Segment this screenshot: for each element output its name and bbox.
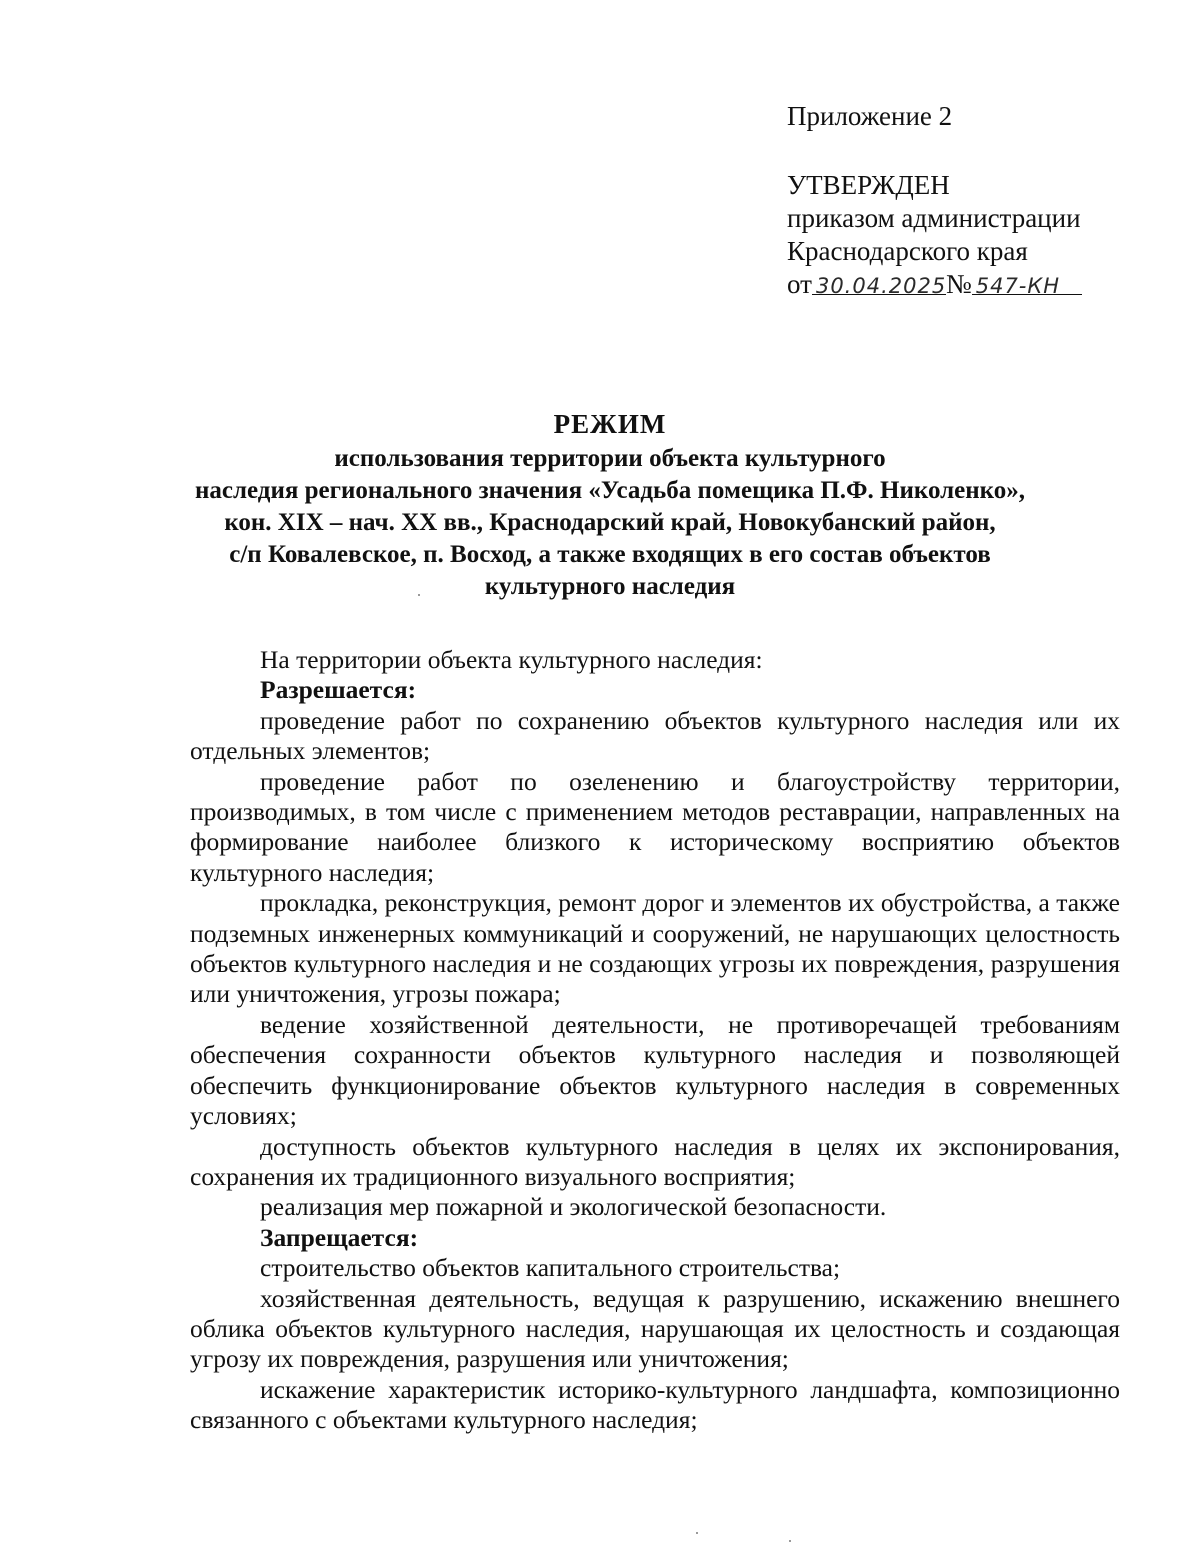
date-field [812,268,947,298]
document-heading [160,408,1060,603]
heading-line-2: наследия регионального значения «Усадьба помещика П.Ф. Николенко», [195,477,1025,504]
forbidden-item: искажение характеристик историко-культурного ландшафта, композиционно связанного с объектами культурного наследия; [190,1374,1120,1435]
allowed-item: ведение хозяйственной деятельности, не противоречащей требованиям обеспечения сохранности объектов культурного наследия и позволяющей обеспечить функционирование объектов культурного наследия в современных условиях; [190,1009,1120,1131]
allowed-item: проведение работ по сохранению объектов культурного наследия или их отдельных элементов; [190,705,1120,766]
scan-speck [418,594,420,596]
intro-paragraph: На территории объекта культурного наследия: [260,645,763,674]
date-value: 30.04.2025 [815,274,947,298]
allowed-item: прокладка, реконструкция, ремонт дорог и элементов их обустройства, а также подземных инженерных коммуникаций и сооружений, не нарушающих целостность объектов культурного наследия и не создающих угрозы их повреждения, разрушения или уничтожения, угрозы пожара; [190,888,1120,1009]
date-prefix: от [787,269,812,299]
forbidden-item: хозяйственная деятельность, ведущая к разрушению, искажению внешнего облика объектов культурного наследия, нарушающая их целостность и создающая угрозу их повреждения, разрушения или уничтожения; [190,1283,1120,1374]
scan-speck [789,1540,791,1542]
heading-line-4: с/п Ковалевское, п. Восход, а также входящих в его состав объектов [229,541,991,568]
heading-line-1: использования территории объекта культурного [334,445,886,472]
annex-label: Приложение 2 [787,101,953,131]
date-number-line [787,268,1082,301]
heading-line-3: кон. XIX – нач. XX вв., Краснодарский край, Новокубанский район, [224,509,996,536]
forbidden-item: строительство объектов капитального строительства; [260,1253,841,1283]
forbidden-label: Запрещается: [260,1222,419,1252]
allowed-label: Разрешается: [260,675,417,705]
order-line-1: приказом администрации [787,203,1081,233]
number-prefix: № [945,269,972,299]
allowed-item: реализация мер пожарной и экологической безопасности. [260,1192,887,1222]
allowed-item: доступность объектов культурного наследия в целях их экспонирования, сохранения их традиционного визуального восприятия; [190,1131,1120,1191]
document-title: РЕЖИМ [553,409,667,439]
heading-line-5: культурного наследия [484,573,736,600]
number-value: 547-КН [975,274,1061,298]
allowed-item: проведение работ по озеленению и благоустройству территории, производимых, в том числе с применением методов реставрации, направленных на формирование наиболее близкого к историческому восприятию объектов культурного наследия; [190,766,1120,887]
number-field [972,268,1082,298]
scan-speck [696,1532,698,1534]
document-body [190,645,1120,1436]
approval-block [787,100,1082,301]
order-line-2: Краснодарского края [787,236,1028,266]
approved-label: УТВЕРЖДЕН [787,170,950,200]
